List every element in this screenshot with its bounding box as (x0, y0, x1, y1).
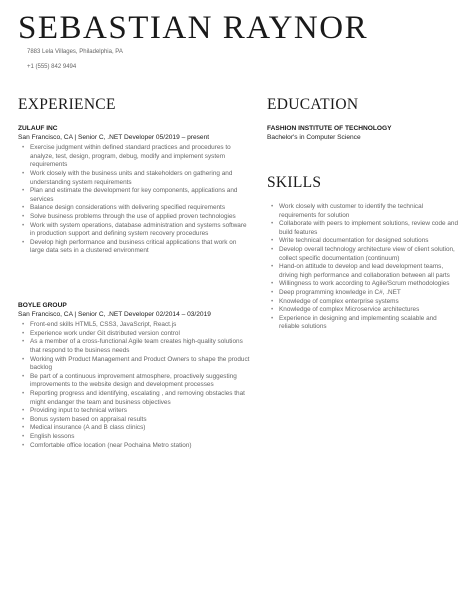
candidate-name: SEBASTIAN RAYNOR (18, 10, 369, 46)
skill-item: • Willingness to work according to Agile/Scrum methodologies (279, 280, 459, 289)
skill-item: • Knowledge of complex Microservice architectures (279, 306, 459, 315)
job-bullet: • Bonus system based on appraisal results (30, 416, 250, 425)
job-bullet: • Plan and estimate the development for key components, applications and services (30, 187, 250, 204)
school-name: FASHION INSTITUTE OF TECHNOLOGY (267, 125, 392, 132)
job-company: BOYLE GROUP (18, 302, 67, 309)
job-bullet: • Exercise judgment within defined standard practices and procedures to analyze, test, design, program, debug, modify and implement system requirements (30, 144, 250, 170)
degree: Bachelor's in Computer Science (267, 133, 361, 141)
skill-item: • Work closely with customer to identify the technical requirements for solution (279, 203, 459, 220)
job-bullet: • Work with system operations, database administration and systems software in production support and defining system recovery procedures (30, 222, 250, 239)
job-meta: San Francisco, CA | Senior C, .NET Developer 05/2019 – present (18, 133, 210, 141)
job-bullet: • Working with Product Management and Product Owners to shape the product backlog (30, 356, 250, 373)
education-entry (267, 125, 457, 142)
skill-item: • Deep programming knowledge in C#, .NET (279, 289, 459, 298)
job-bullets (18, 321, 250, 450)
job-bullets (18, 144, 250, 256)
experience-heading: EXPERIENCE (18, 96, 116, 113)
skill-item: • Experience in designing and implementing scalable and reliable solutions (279, 315, 459, 332)
job-bullet: • Solve business problems through the use of applied proven technologies (30, 213, 250, 222)
education-heading: EDUCATION (267, 96, 359, 113)
job-company: ZULAUF INC (18, 125, 58, 132)
job-bullet: • Providing input to technical writers (30, 407, 250, 416)
job-zulauf (18, 125, 250, 256)
job-bullet: • Front-end skills HTML5, CSS3, JavaScript, React.js (30, 321, 250, 330)
job-bullet: • Medical insurance (A and B class clinics) (30, 424, 250, 433)
skill-item: • Hand-on attitude to develop and lead development teams, driving high performance and collaboration between all parts (279, 263, 459, 280)
skill-item: • Knowledge of complex enterprise systems (279, 298, 459, 307)
phone: +1 (555) 842 9494 (27, 64, 77, 70)
job-bullet: • As a member of a cross-functional Agile team creates high-quality solutions that respond to the business needs (30, 338, 250, 355)
job-bullet: • Experience work under Git distributed version control (30, 330, 250, 339)
address: 7883 Lela Villages, Philadelphia, PA (27, 49, 123, 55)
job-bullet: • Reporting progress and identifying, escalating , and removing obstacles that might endanger the team and business objectives (30, 390, 250, 407)
skill-item: • Collaborate with peers to implement solutions, review code and build features (279, 220, 459, 237)
skills-heading: SKILLS (267, 174, 322, 191)
skill-item: • Write technical documentation for designed solutions (279, 237, 459, 246)
job-bullet: • Work closely with the business units and stakeholders on gathering and understanding system requirements (30, 170, 250, 187)
skills-list (267, 203, 459, 332)
job-boyle (18, 302, 250, 450)
job-bullet: • Develop high performance and business critical applications that work on large data sets in a clustered environment (30, 239, 250, 256)
skills-list-wrap (267, 201, 459, 332)
job-bullet: • English lessons (30, 433, 250, 442)
job-bullet: • Be part of a continuous improvement atmosphere, proactively suggesting improvements to the website design and development processes (30, 373, 250, 390)
skill-item: • Develop overall technology architecture view of client solution, collect specific documentation (continuum) (279, 246, 459, 263)
job-meta: San Francisco, CA | Senior C, .NET Developer 02/2014 – 03/2019 (18, 310, 211, 318)
job-bullet: • Balance design considerations with delivering specified requirements (30, 204, 250, 213)
job-bullet: • Comfortable office location (near Pochaina Metro station) (30, 442, 250, 451)
